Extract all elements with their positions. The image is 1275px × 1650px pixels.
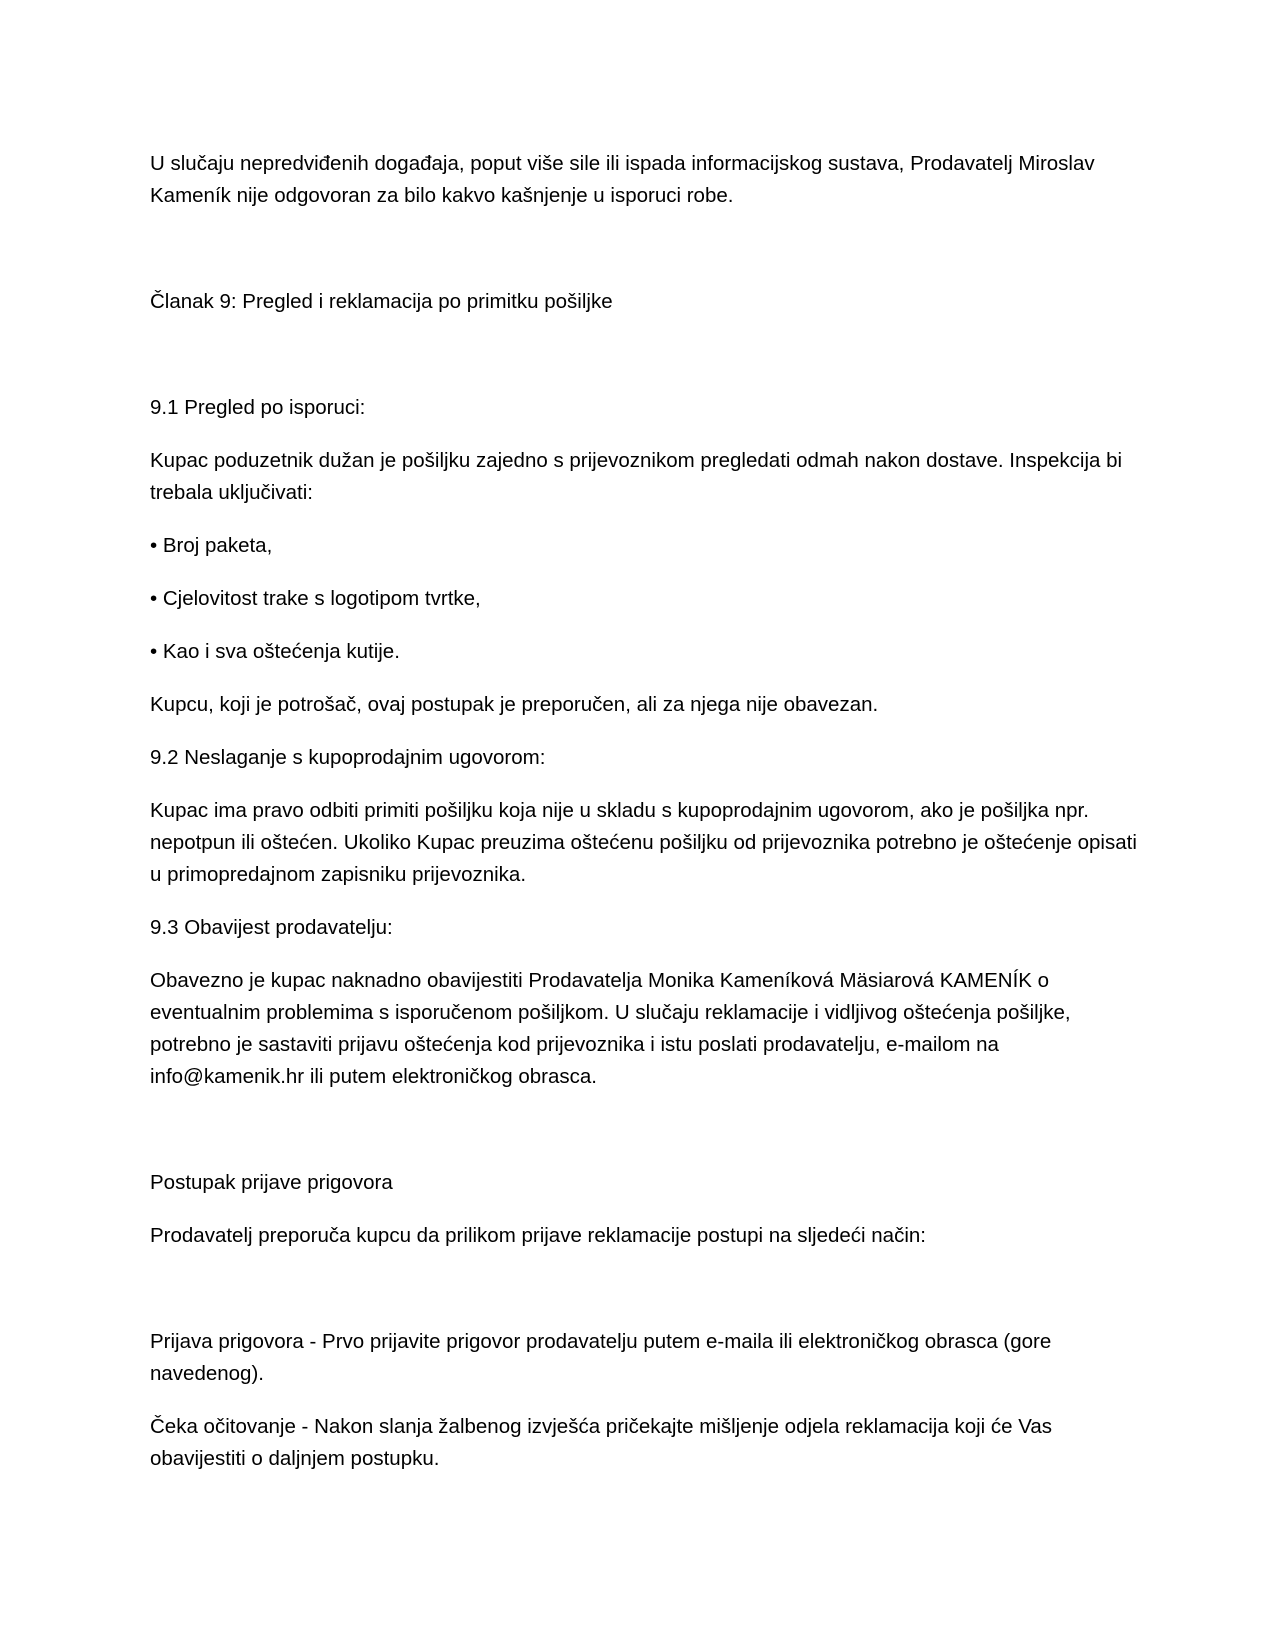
section-9-1-heading: 9.1 Pregled po isporuci: [150,396,366,419]
paragraph-force-majeure: U slučaju nepredviđenih događaja, poput više sile ili ispada informacijskog sustava, Prodavatelj Miroslav Kameník nije odgovoran za bilo kakvo kašnjenje u isporuci robe. [150,152,1095,207]
bullet-item-tape: • Cjelovitost trake s logotipom tvrtke, [150,587,481,610]
paragraph-inspection: Kupac poduzetnik dužan je pošiljku zajedno s prijevoznikom pregledati odmah nakon dostave. Inspekcija bi trebala uključivati: [150,449,1123,504]
bullet-item-packages: • Broj paketa, [150,534,273,557]
paragraph-step-report: Prijava prigovora - Prvo prijavite prigovor prodavatelju putem e-maila ili elektroničkog obrasca (gore navedenog). [150,1330,1052,1385]
paragraph-consumer-note: Kupcu, koji je potrošač, ovaj postupak je preporučen, ali za njega nije obavezan. [150,693,879,716]
bullet-item-damage: • Kao i sva oštećenja kutije. [150,640,400,663]
paragraph-recommendation: Prodavatelj preporuča kupcu da prilikom prijave reklamacije postupi na sljedeći način: [150,1224,926,1247]
section-9-3-heading: 9.3 Obavijest prodavatelju: [150,916,393,939]
article-9-heading: Članak 9: Pregled i reklamacija po primitku pošiljke [150,290,613,313]
section-9-2-heading: 9.2 Neslaganje s kupoprodajnim ugovorom: [150,746,546,769]
paragraph-refusal: Kupac ima pravo odbiti primiti pošiljku koja nije u skladu s kupoprodajnim ugovorom, ako je pošiljka npr. nepotpun ili oštećen. Ukoliko Kupac preuzima oštećenu pošiljku od prijevoznika potrebno je oštećenje opisati u primopredajnom zapisniku prijevoznika. [150,799,1137,886]
paragraph-notification: Obavezno je kupac naknadno obavijestiti Prodavatelja Monika Kameníková Mäsiarová KAMENÍK o eventualnim problemima s isporučenom pošiljkom. U slučaju reklamacije i vidljivog oštećenja pošiljke, potrebno je sastaviti prijavu oštećenja kod prijevoznika i istu poslati prodavatelju, e-mailom na info@kamenik.hr ili putem elektroničkog obrasca. [150,969,1071,1088]
paragraph-step-wait: Čeka očitovanje - Nakon slanja žalbenog izvješća pričekajte mišljenje odjela reklamacija koji će Vas obavijestiti o daljnjem postupku. [150,1415,1053,1470]
complaint-procedure-heading: Postupak prijave prigovora [150,1171,393,1194]
document-body [150,148,1140,1496]
